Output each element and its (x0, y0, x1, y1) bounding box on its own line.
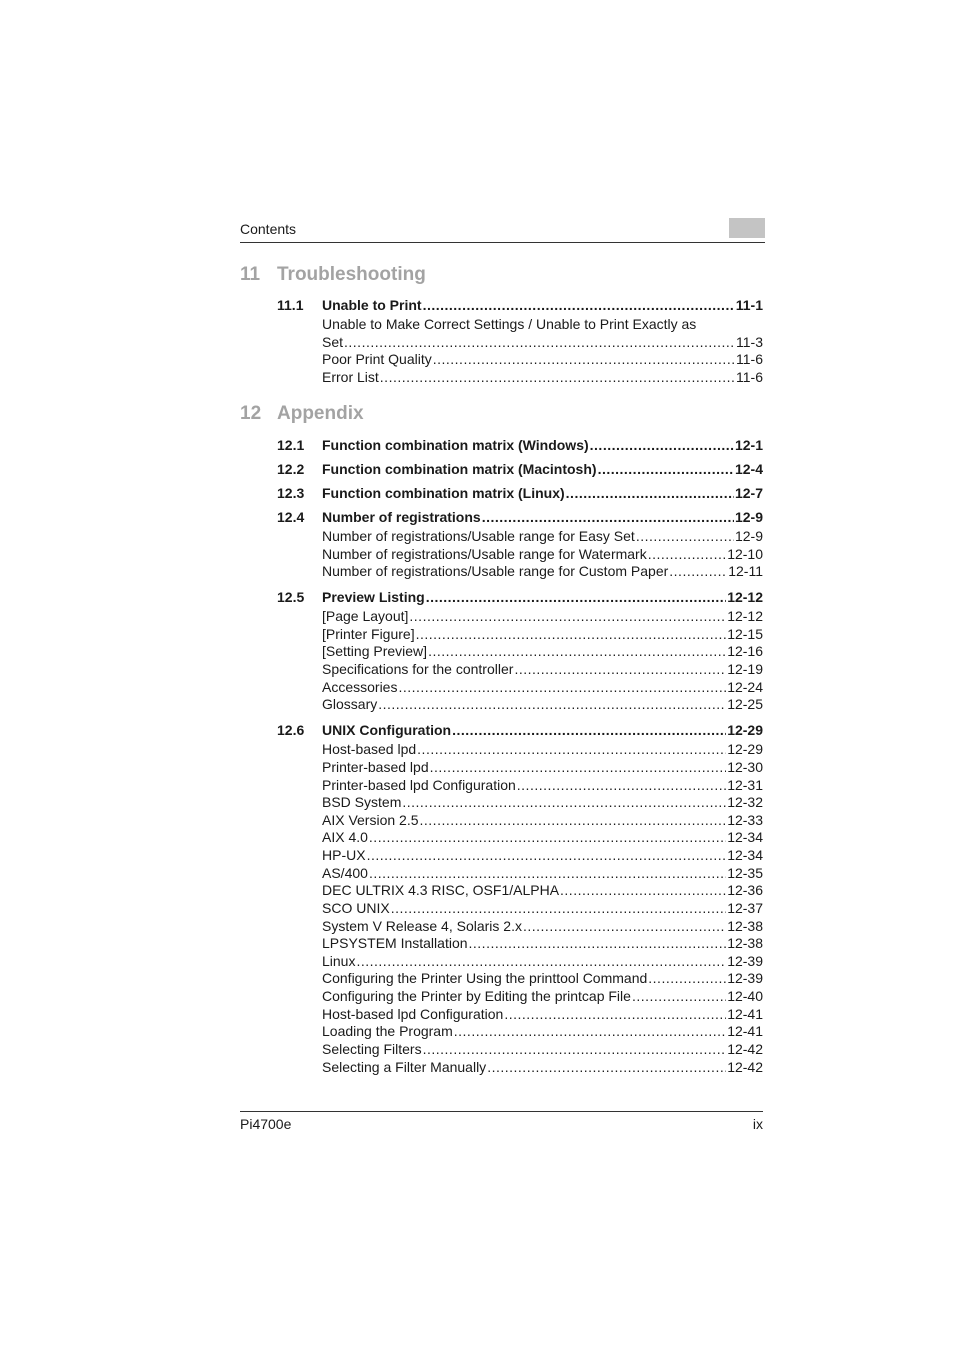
entry-title: DEC ULTRIX 4.3 RISC, OSF1/ALPHA (322, 882, 560, 898)
entry-title: Number of registrations/Usable range for Custom Paper (322, 563, 669, 579)
entry-title: HP-UX (322, 847, 366, 863)
toc-entry[interactable] (322, 864, 763, 882)
toc-entry[interactable] (322, 625, 763, 643)
page-ref: 12-42 (727, 1041, 763, 1057)
section-number: 12.3 (277, 485, 305, 501)
toc-entry[interactable] (322, 846, 763, 864)
page-ref: 12-19 (727, 661, 763, 677)
entry-title: Specifications for the controller (322, 661, 514, 677)
entry-title: LPSYSTEM Installation (322, 935, 468, 951)
entry-title: Loading the Program (322, 1023, 453, 1039)
entry-title: [Page Layout] (322, 608, 409, 624)
page-ref: 12-12 (727, 608, 763, 624)
section-title: UNIX Configuration (322, 722, 452, 738)
toc-entry[interactable] (322, 881, 763, 899)
section-number: 12.1 (277, 437, 305, 453)
toc-entry[interactable] (322, 1022, 763, 1040)
section-number: 11.1 (277, 297, 304, 313)
entry-title: Host-based lpd Configuration (322, 1006, 504, 1022)
toc-entry[interactable] (322, 607, 763, 625)
toc-entry[interactable] (322, 350, 763, 368)
entry-title: Error List (322, 369, 379, 385)
page-ref: 12-25 (727, 696, 763, 712)
entry-title: AIX Version 2.5 (322, 812, 419, 828)
page-header (240, 217, 765, 243)
toc-entry-title-line[interactable]: Unable to Make Correct Settings / Unable to Print Exactly as (322, 316, 697, 332)
entry-title: SCO UNIX (322, 900, 390, 916)
page-ref: 12-7 (734, 485, 763, 501)
page-ref: 12-32 (727, 794, 763, 810)
page-ref: 12-31 (727, 777, 763, 793)
page-ref: 12-40 (727, 988, 763, 1004)
page-ref: 11-1 (735, 297, 763, 313)
chapter-title: Troubleshooting (277, 264, 426, 285)
page-ref: 12-38 (727, 918, 763, 934)
chapter-number: 12 (240, 403, 262, 424)
entry-title: AS/400 (322, 865, 368, 881)
section-title: Function combination matrix (Windows) (322, 437, 589, 453)
toc-entry[interactable] (322, 1005, 763, 1023)
page-ref: 12-15 (727, 626, 763, 642)
entry-title: Linux (322, 953, 356, 969)
entry-title: Glossary (322, 696, 378, 712)
entry-title: Selecting a Filter Manually (322, 1059, 487, 1075)
section-number: 12.4 (277, 509, 305, 525)
page-ref: 12-10 (727, 546, 763, 562)
entry-title: AIX 4.0 (322, 829, 368, 845)
toc-entry[interactable] (322, 368, 763, 386)
entry-title: Host-based lpd (322, 741, 417, 757)
chapter-tab-marker (729, 218, 765, 238)
section-number: 12.6 (277, 722, 305, 738)
toc-entry[interactable] (322, 1058, 763, 1076)
page-ref: 12-38 (727, 935, 763, 951)
toc-section-12-3[interactable] (322, 484, 763, 502)
toc-entry[interactable] (322, 527, 763, 545)
toc-entry[interactable] (322, 776, 763, 794)
page-ref: 11-3 (736, 334, 763, 350)
page-ref: 12-9 (734, 528, 763, 544)
toc-entry[interactable] (322, 758, 763, 776)
entry-title: Configuring the Printer by Editing the printcap File (322, 988, 631, 1004)
page-ref: 12-24 (727, 679, 763, 695)
chapter-number: 11 (240, 264, 261, 285)
toc-entry[interactable] (322, 333, 763, 351)
page-ref: 12-41 (727, 1023, 763, 1039)
page-ref: 12-34 (727, 829, 763, 845)
toc-entry[interactable] (322, 678, 763, 696)
page-number: ix (752, 1116, 763, 1132)
toc-section-11-1[interactable] (322, 296, 763, 314)
page-ref: 12-11 (728, 563, 763, 579)
entry-title: Number of registrations/Usable range for Easy Set (322, 528, 635, 544)
page-ref: 12-30 (727, 759, 763, 775)
entry-title: Selecting Filters (322, 1041, 422, 1057)
entry-title: [Setting Preview] (322, 643, 428, 659)
toc-entry[interactable] (322, 695, 763, 713)
running-title: Contents (240, 221, 297, 237)
page-ref: 12-41 (727, 1006, 763, 1022)
toc-entry[interactable] (322, 899, 763, 917)
toc-section-12-1[interactable] (322, 436, 763, 454)
page-ref: 12-29 (727, 722, 763, 738)
toc-entry[interactable] (322, 969, 763, 987)
section-title: Function combination matrix (Macintosh) (322, 461, 597, 477)
chapter-heading-11 (240, 264, 426, 286)
page-ref: 12-34 (727, 847, 763, 863)
toc-entry[interactable] (322, 828, 763, 846)
section-title: Unable to Print (322, 297, 422, 313)
entry-title: Number of registrations/Usable range for Watermark (322, 546, 647, 562)
toc-entry[interactable] (322, 642, 763, 660)
toc-entry[interactable] (322, 793, 763, 811)
toc-entry[interactable] (322, 952, 763, 970)
entry-title: Set (322, 334, 344, 350)
section-number: 12.2 (277, 461, 305, 477)
entry-title: Accessories (322, 679, 398, 695)
page-ref: 12-36 (727, 882, 763, 898)
toc-entry[interactable] (322, 1040, 763, 1058)
page-ref: 12-1 (734, 437, 763, 453)
page-ref: 12-37 (727, 900, 763, 916)
entry-title: BSD System (322, 794, 402, 810)
entry-title: [Printer Figure] (322, 626, 415, 642)
entry-title: Configuring the Printer Using the printtool Command (322, 970, 648, 986)
page-ref: 12-42 (727, 1059, 763, 1075)
section-title: Function combination matrix (Linux) (322, 485, 565, 501)
toc-entry[interactable] (322, 917, 763, 935)
toc-entry[interactable] (322, 545, 763, 563)
toc-section-12-2[interactable] (322, 460, 763, 478)
page-ref: 12-33 (727, 812, 763, 828)
entry-title: Printer-based lpd Configuration (322, 777, 516, 793)
page-ref: 12-39 (727, 953, 763, 969)
page-ref: 12-16 (727, 643, 763, 659)
page-ref: 11-6 (736, 351, 763, 367)
toc-section-12-4[interactable] (322, 508, 763, 526)
entry-title: System V Release 4, Solaris 2.x (322, 918, 522, 934)
toc-entry[interactable] (322, 934, 763, 952)
page-ref: 12-4 (734, 461, 763, 477)
entry-title: Poor Print Quality (322, 351, 432, 367)
page-ref: 12-9 (734, 509, 763, 525)
product-model: Pi4700e (240, 1116, 292, 1132)
page-ref: 12-39 (727, 970, 763, 986)
section-title: Preview Listing (322, 589, 425, 605)
toc-section-12-6[interactable] (322, 721, 763, 739)
toc-entry[interactable] (322, 811, 763, 829)
page-footer (240, 1111, 763, 1132)
page-ref: 12-12 (727, 589, 763, 605)
entry-title: Printer-based lpd (322, 759, 429, 775)
toc-entry[interactable] (322, 562, 763, 580)
toc-entry[interactable] (322, 660, 763, 678)
page-ref: 11-6 (736, 369, 763, 385)
toc-entry[interactable] (322, 740, 763, 758)
section-number: 12.5 (277, 589, 305, 605)
chapter-title: Appendix (277, 403, 364, 424)
page-ref: 12-29 (727, 741, 763, 757)
chapter-heading-12 (240, 403, 364, 425)
section-title: Number of registrations (322, 509, 481, 525)
page-ref: 12-35 (727, 865, 763, 881)
toc-entry[interactable] (322, 987, 763, 1005)
toc-section-12-5[interactable] (322, 588, 763, 606)
